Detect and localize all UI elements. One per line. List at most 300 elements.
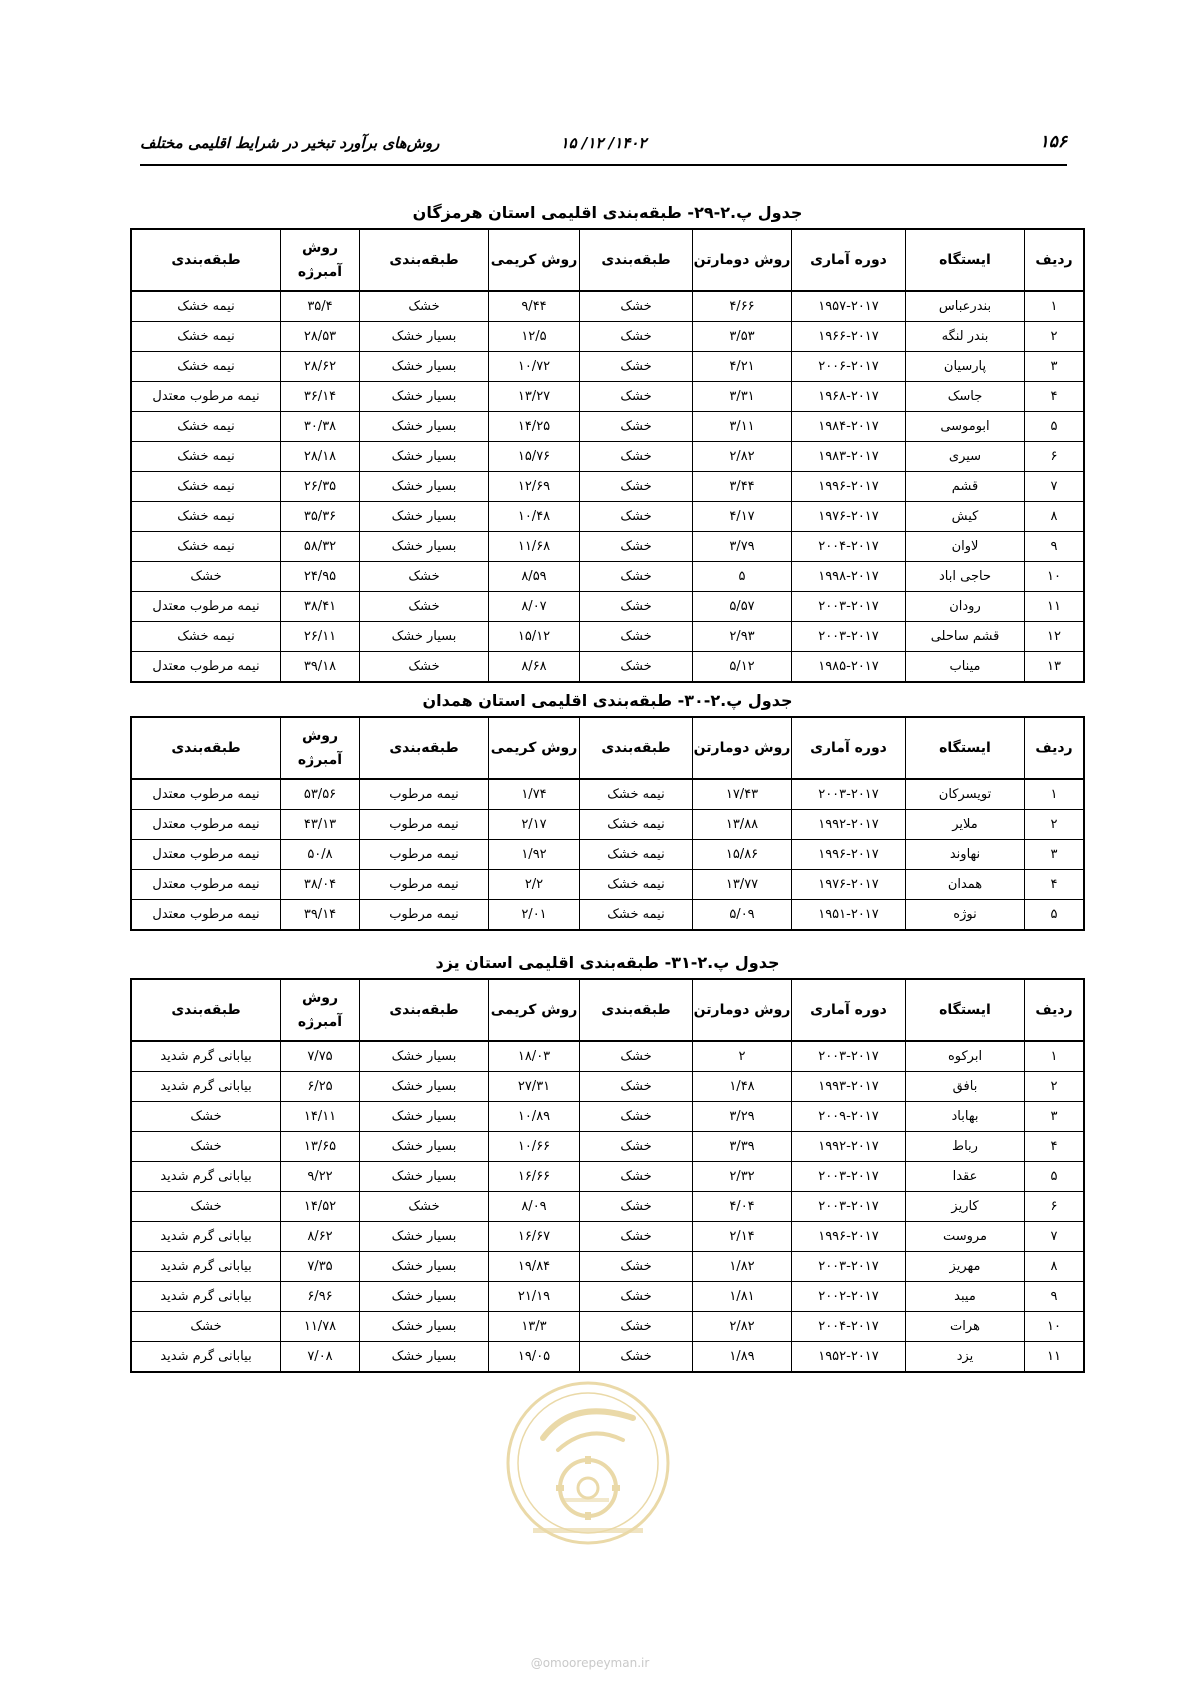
cell-class-emberger: نیمه خشک [131,532,281,562]
cell-de-martonne: ۵/۵۷ [693,592,792,622]
cell-de-martonne: ۱۳/۸۸ [693,810,792,840]
cell-emberger: ۳۰/۳۸ [281,412,360,442]
cell-koppen: ۱۰/۷۲ [489,352,580,382]
cell-class-de-martonne: خشک [580,502,693,532]
cell-class-de-martonne: خشک [580,592,693,622]
col-header-station: ایستگاه [906,717,1025,779]
cell-row-number: ۴ [1025,870,1085,900]
cell-koppen: ۲/۲ [489,870,580,900]
cell-koppen: ۹/۴۴ [489,291,580,322]
cell-koppen: ۱۹/۸۴ [489,1252,580,1282]
cell-koppen: ۱۴/۲۵ [489,412,580,442]
cell-class-de-martonne: نیمه خشک [580,810,693,840]
cell-row-number: ۸ [1025,502,1085,532]
cell-period: ۲۰۰۳-۲۰۱۷ [792,1041,906,1072]
cell-class-emberger: نیمه مرطوب معتدل [131,870,281,900]
cell-row-number: ۶ [1025,442,1085,472]
cell-emberger: ۱۱/۷۸ [281,1312,360,1342]
cell-de-martonne: ۵ [693,562,792,592]
cell-row-number: ۱۳ [1025,652,1085,683]
table-row [131,870,1084,900]
cell-class-koppen: بسیار خشک [360,1312,489,1342]
cell-row-number: ۵ [1025,1162,1085,1192]
cell-class-koppen: بسیار خشک [360,1222,489,1252]
cell-koppen: ۱۳/۲۷ [489,382,580,412]
cell-station: میناب [906,652,1025,683]
cell-de-martonne: ۱۳/۷۷ [693,870,792,900]
cell-period: ۱۹۷۶-۲۰۱۷ [792,870,906,900]
table-row [131,352,1084,382]
cell-koppen: ۱۰/۶۶ [489,1132,580,1162]
table-row [131,382,1084,412]
cell-class-emberger: بیابانی گرم شدید [131,1072,281,1102]
table-row [131,1102,1084,1132]
cell-emberger: ۳۵/۴ [281,291,360,322]
cell-de-martonne: ۱۷/۴۳ [693,779,792,810]
cell-period: ۱۹۹۲-۲۰۱۷ [792,810,906,840]
cell-class-de-martonne: نیمه خشک [580,779,693,810]
cell-period: ۱۹۹۶-۲۰۱۷ [792,472,906,502]
cell-period: ۲۰۰۴-۲۰۱۷ [792,1312,906,1342]
cell-period: ۱۹۸۴-۲۰۱۷ [792,412,906,442]
cell-emberger: ۲۴/۹۵ [281,562,360,592]
cell-koppen: ۱۶/۶۶ [489,1162,580,1192]
cell-class-emberger: نیمه خشک [131,322,281,352]
cell-row-number: ۹ [1025,532,1085,562]
col-header-koppen: روش کریمی [489,717,580,779]
cell-class-koppen: بسیار خشک [360,442,489,472]
cell-period: ۲۰۰۳-۲۰۱۷ [792,779,906,810]
cell-class-koppen: بسیار خشک [360,532,489,562]
cell-emberger: ۵۳/۵۶ [281,779,360,810]
col-header-koppen: روش کریمی [489,229,580,291]
cell-class-koppen: بسیار خشک [360,1132,489,1162]
cell-emberger: ۱۴/۱۱ [281,1102,360,1132]
cell-class-de-martonne: خشک [580,1282,693,1312]
cell-station: بافق [906,1072,1025,1102]
col-header-period: دوره آماری [792,717,906,779]
cell-station: ابرکوه [906,1041,1025,1072]
cell-class-de-martonne: خشک [580,1162,693,1192]
cell-row-number: ۱۱ [1025,592,1085,622]
cell-emberger: ۱۳/۶۵ [281,1132,360,1162]
cell-emberger: ۵۸/۳۲ [281,532,360,562]
cell-class-koppen: نیمه مرطوب [360,870,489,900]
cell-station: رباط [906,1132,1025,1162]
cell-koppen: ۱/۷۴ [489,779,580,810]
cell-emberger: ۳۹/۱۸ [281,652,360,683]
cell-de-martonne: ۳/۳۹ [693,1132,792,1162]
cell-koppen: ۲۷/۳۱ [489,1072,580,1102]
table-row [131,652,1084,683]
cell-koppen: ۱/۹۲ [489,840,580,870]
cell-class-koppen: بسیار خشک [360,1162,489,1192]
cell-class-koppen: نیمه مرطوب [360,900,489,931]
cell-class-de-martonne: نیمه خشک [580,900,693,931]
cell-row-number: ۲ [1025,810,1085,840]
cell-class-koppen: بسیار خشک [360,382,489,412]
table-row [131,1072,1084,1102]
table-row [131,472,1084,502]
cell-station: قشم [906,472,1025,502]
cell-de-martonne: ۲/۱۴ [693,1222,792,1252]
cell-class-de-martonne: خشک [580,412,693,442]
cell-class-emberger: نیمه خشک [131,412,281,442]
cell-emberger: ۷/۳۵ [281,1252,360,1282]
table-row [131,840,1084,870]
col-header-class: طبقه‌بندی [360,229,489,291]
cell-emberger: ۳۶/۱۴ [281,382,360,412]
cell-period: ۲۰۰۶-۲۰۱۷ [792,352,906,382]
cell-koppen: ۱۲/۵ [489,322,580,352]
table-caption-hormozgan: جدول پ.۲-۲۹- طبقه‌بندی اقلیمی استان هرمزگان [412,203,803,222]
table-row [131,779,1084,810]
col-header-koppen: روش کریمی [489,979,580,1041]
table-row [131,1252,1084,1282]
table-row [131,1192,1084,1222]
cell-koppen: ۱۰/۴۸ [489,502,580,532]
cell-period: ۱۹۵۱-۲۰۱۷ [792,900,906,931]
cell-row-number: ۱۰ [1025,1312,1085,1342]
cell-row-number: ۶ [1025,1192,1085,1222]
cell-station: بندرعباس [906,291,1025,322]
cell-koppen: ۱۸/۰۳ [489,1041,580,1072]
cell-class-koppen: بسیار خشک [360,412,489,442]
col-header-class: طبقه‌بندی [580,717,693,779]
cell-class-de-martonne: خشک [580,1102,693,1132]
header-rule [140,164,1067,166]
table-row [131,442,1084,472]
cell-class-de-martonne: خشک [580,1252,693,1282]
cell-class-emberger: بیابانی گرم شدید [131,1342,281,1373]
cell-row-number: ۸ [1025,1252,1085,1282]
col-header-emberger: روش آمبرژه [281,229,360,291]
cell-station: کیش [906,502,1025,532]
cell-koppen: ۸/۰۷ [489,592,580,622]
cell-emberger: ۲۶/۳۵ [281,472,360,502]
cell-row-number: ۳ [1025,840,1085,870]
table-row [131,291,1084,322]
cell-station: نهاوند [906,840,1025,870]
cell-koppen: ۱۵/۷۶ [489,442,580,472]
cell-koppen: ۱۰/۸۹ [489,1102,580,1132]
cell-row-number: ۷ [1025,472,1085,502]
cell-station: تویسرکان [906,779,1025,810]
table-row [131,810,1084,840]
cell-class-emberger: نیمه مرطوب معتدل [131,840,281,870]
cell-row-number: ۱ [1025,779,1085,810]
table-row [131,1222,1084,1252]
table-row [131,1132,1084,1162]
cell-row-number: ۵ [1025,412,1085,442]
cell-class-emberger: خشک [131,1312,281,1342]
cell-de-martonne: ۲/۸۲ [693,442,792,472]
table-caption-hamedan: جدول پ.۲-۳۰- طبقه‌بندی اقلیمی استان همدان [422,691,793,710]
cell-class-de-martonne: خشک [580,352,693,382]
cell-class-emberger: نیمه خشک [131,622,281,652]
cell-row-number: ۱۰ [1025,562,1085,592]
cell-row-number: ۷ [1025,1222,1085,1252]
cell-class-koppen: خشک [360,1192,489,1222]
table-row [131,1041,1084,1072]
cell-emberger: ۷/۷۵ [281,1041,360,1072]
cell-emberger: ۲۸/۶۲ [281,352,360,382]
running-header [140,126,1067,166]
cell-class-de-martonne: خشک [580,1222,693,1252]
header-date: ۱۴۰۲/ ۱۲/ ۱۵ [560,134,647,152]
col-header-class: طبقه‌بندی [131,229,281,291]
cell-de-martonne: ۲/۸۲ [693,1312,792,1342]
cell-koppen: ۲۱/۱۹ [489,1282,580,1312]
cell-row-number: ۵ [1025,900,1085,931]
cell-station: مهریز [906,1252,1025,1282]
cell-class-emberger: خشک [131,1132,281,1162]
cell-period: ۱۹۹۶-۲۰۱۷ [792,840,906,870]
cell-class-emberger: نیمه مرطوب معتدل [131,652,281,683]
table-row [131,532,1084,562]
table-row [131,1162,1084,1192]
cell-row-number: ۱۲ [1025,622,1085,652]
col-header-period: دوره آماری [792,979,906,1041]
cell-class-de-martonne: خشک [580,562,693,592]
cell-station: میبد [906,1282,1025,1312]
cell-class-koppen: خشک [360,562,489,592]
cell-de-martonne: ۱/۴۸ [693,1072,792,1102]
cell-class-emberger: خشک [131,1102,281,1132]
cell-emberger: ۷/۰۸ [281,1342,360,1373]
cell-period: ۱۹۶۸-۲۰۱۷ [792,382,906,412]
cell-class-emberger: نیمه خشک [131,472,281,502]
cell-row-number: ۳ [1025,1102,1085,1132]
cell-station: پارسیان [906,352,1025,382]
table-caption-yazd: جدول پ.۲-۳۱- طبقه‌بندی اقلیمی استان یزد [435,953,780,972]
cell-de-martonne: ۴/۰۴ [693,1192,792,1222]
cell-koppen: ۱۳/۳ [489,1312,580,1342]
cell-class-emberger: بیابانی گرم شدید [131,1282,281,1312]
col-header-class: طبقه‌بندی [360,979,489,1041]
cell-class-emberger: نیمه خشک [131,502,281,532]
cell-period: ۱۹۵۲-۲۰۱۷ [792,1342,906,1373]
cell-koppen: ۸/۶۸ [489,652,580,683]
cell-class-emberger: نیمه مرطوب معتدل [131,592,281,622]
cell-emberger: ۳۹/۱۴ [281,900,360,931]
header-title: روش‌های برآورد تبخیر در شرایط اقلیمی مختلف [140,134,440,152]
cell-class-koppen: بسیار خشک [360,502,489,532]
col-header-class: طبقه‌بندی [131,717,281,779]
cell-emberger: ۴۳/۱۳ [281,810,360,840]
table-yazd [130,978,1085,1373]
col-header-de-martonne: روش دومارتن [693,979,792,1041]
cell-class-emberger: نیمه مرطوب معتدل [131,900,281,931]
cell-row-number: ۴ [1025,382,1085,412]
cell-de-martonne: ۳/۵۳ [693,322,792,352]
cell-de-martonne: ۱/۸۱ [693,1282,792,1312]
page-number: ۱۵۶ [1039,132,1067,152]
cell-period: ۲۰۰۹-۲۰۱۷ [792,1102,906,1132]
cell-emberger: ۶/۲۵ [281,1072,360,1102]
cell-row-number: ۱۱ [1025,1342,1085,1373]
cell-koppen: ۱۱/۶۸ [489,532,580,562]
cell-de-martonne: ۳/۳۱ [693,382,792,412]
cell-emberger: ۶/۹۶ [281,1282,360,1312]
cell-class-de-martonne: نیمه خشک [580,840,693,870]
cell-period: ۱۹۸۵-۲۰۱۷ [792,652,906,683]
cell-class-koppen: نیمه مرطوب [360,840,489,870]
cell-period: ۱۹۸۳-۲۰۱۷ [792,442,906,472]
cell-class-koppen: بسیار خشک [360,352,489,382]
cell-de-martonne: ۳/۱۱ [693,412,792,442]
cell-koppen: ۱۲/۶۹ [489,472,580,502]
col-header-emberger: روش آمبرژه [281,717,360,779]
table-row [131,412,1084,442]
cell-station: عقدا [906,1162,1025,1192]
cell-koppen: ۱۹/۰۵ [489,1342,580,1373]
cell-period: ۲۰۰۳-۲۰۱۷ [792,622,906,652]
cell-koppen: ۱۵/۱۲ [489,622,580,652]
cell-class-koppen: خشک [360,291,489,322]
cell-de-martonne: ۲ [693,1041,792,1072]
cell-class-koppen: بسیار خشک [360,472,489,502]
cell-class-emberger: نیمه مرطوب معتدل [131,810,281,840]
cell-station: ملایر [906,810,1025,840]
cell-class-koppen: بسیار خشک [360,1041,489,1072]
cell-period: ۲۰۰۳-۲۰۱۷ [792,1252,906,1282]
cell-period: ۱۹۹۶-۲۰۱۷ [792,1222,906,1252]
col-header-row: ردیف [1025,229,1085,291]
cell-emberger: ۲۸/۱۸ [281,442,360,472]
cell-class-emberger: بیابانی گرم شدید [131,1222,281,1252]
cell-class-emberger: نیمه مرطوب معتدل [131,382,281,412]
cell-koppen: ۱۶/۶۷ [489,1222,580,1252]
cell-station: ابوموسی [906,412,1025,442]
table-row [131,562,1084,592]
cell-koppen: ۲/۱۷ [489,810,580,840]
cell-period: ۱۹۶۶-۲۰۱۷ [792,322,906,352]
cell-station: حاجی اباد [906,562,1025,592]
table-hormozgan [130,228,1085,683]
cell-class-emberger: بیابانی گرم شدید [131,1162,281,1192]
cell-class-koppen: بسیار خشک [360,1102,489,1132]
cell-station: قشم ساحلی [906,622,1025,652]
cell-class-de-martonne: خشک [580,472,693,502]
cell-station: سیری [906,442,1025,472]
cell-period: ۲۰۰۳-۲۰۱۷ [792,592,906,622]
cell-de-martonne: ۱/۸۲ [693,1252,792,1282]
cell-emberger: ۵۰/۸ [281,840,360,870]
table-row [131,1282,1084,1312]
table-row [131,900,1084,931]
cell-class-de-martonne: خشک [580,1192,693,1222]
cell-period: ۱۹۹۳-۲۰۱۷ [792,1072,906,1102]
cell-class-de-martonne: خشک [580,291,693,322]
col-header-de-martonne: روش دومارتن [693,717,792,779]
cell-station: بهاباد [906,1102,1025,1132]
seal-logo [503,1378,673,1548]
cell-class-de-martonne: خشک [580,1132,693,1162]
cell-class-emberger: خشک [131,562,281,592]
cell-station: یزد [906,1342,1025,1373]
cell-class-koppen: بسیار خشک [360,1282,489,1312]
cell-class-emberger: خشک [131,1192,281,1222]
cell-emberger: ۲۶/۱۱ [281,622,360,652]
cell-class-de-martonne: خشک [580,1312,693,1342]
cell-row-number: ۳ [1025,352,1085,382]
cell-de-martonne: ۳/۲۹ [693,1102,792,1132]
cell-class-de-martonne: خشک [580,322,693,352]
table-row [131,322,1084,352]
cell-class-koppen: بسیار خشک [360,1342,489,1373]
col-header-de-martonne: روش دومارتن [693,229,792,291]
col-header-period: دوره آماری [792,229,906,291]
cell-class-de-martonne: خشک [580,622,693,652]
cell-de-martonne: ۵/۱۲ [693,652,792,683]
cell-emberger: ۱۴/۵۲ [281,1192,360,1222]
cell-row-number: ۱ [1025,1041,1085,1072]
cell-de-martonne: ۴/۱۷ [693,502,792,532]
cell-emberger: ۳۸/۴۱ [281,592,360,622]
cell-class-de-martonne: خشک [580,1072,693,1102]
cell-class-koppen: خشک [360,592,489,622]
cell-class-emberger: نیمه خشک [131,352,281,382]
cell-period: ۱۹۵۷-۲۰۱۷ [792,291,906,322]
cell-station: رودان [906,592,1025,622]
cell-station: نوژه [906,900,1025,931]
cell-emberger: ۳۸/۰۴ [281,870,360,900]
cell-row-number: ۲ [1025,1072,1085,1102]
cell-class-de-martonne: خشک [580,1342,693,1373]
cell-class-de-martonne: خشک [580,442,693,472]
cell-de-martonne: ۲/۹۳ [693,622,792,652]
table-row [131,1342,1084,1373]
cell-koppen: ۲/۰۱ [489,900,580,931]
cell-station: هرات [906,1312,1025,1342]
cell-class-emberger: نیمه مرطوب معتدل [131,779,281,810]
cell-period: ۱۹۹۲-۲۰۱۷ [792,1132,906,1162]
cell-class-koppen: خشک [360,652,489,683]
cell-row-number: ۲ [1025,322,1085,352]
cell-de-martonne: ۴/۶۶ [693,291,792,322]
col-header-emberger: روش آمبرژه [281,979,360,1041]
table-row [131,592,1084,622]
cell-station: مروست [906,1222,1025,1252]
cell-class-emberger: بیابانی گرم شدید [131,1252,281,1282]
col-header-row: ردیف [1025,979,1085,1041]
cell-class-de-martonne: خشک [580,382,693,412]
cell-period: ۱۹۷۶-۲۰۱۷ [792,502,906,532]
cell-de-martonne: ۴/۲۱ [693,352,792,382]
cell-class-koppen: بسیار خشک [360,1252,489,1282]
cell-emberger: ۲۸/۵۳ [281,322,360,352]
cell-class-emberger: نیمه خشک [131,291,281,322]
cell-station: کاریز [906,1192,1025,1222]
cell-class-koppen: نیمه مرطوب [360,779,489,810]
cell-class-de-martonne: خشک [580,652,693,683]
watermark-handle: @omoorepeyman.ir [530,1656,650,1670]
table-row [131,622,1084,652]
cell-row-number: ۱ [1025,291,1085,322]
table-row [131,502,1084,532]
cell-de-martonne: ۱/۸۹ [693,1342,792,1373]
cell-class-koppen: نیمه مرطوب [360,810,489,840]
cell-koppen: ۸/۰۹ [489,1192,580,1222]
cell-class-emberger: نیمه خشک [131,442,281,472]
cell-class-koppen: بسیار خشک [360,322,489,352]
cell-class-emberger: بیابانی گرم شدید [131,1041,281,1072]
cell-class-de-martonne: نیمه خشک [580,870,693,900]
cell-emberger: ۸/۶۲ [281,1222,360,1252]
col-header-class: طبقه‌بندی [360,717,489,779]
col-header-class: طبقه‌بندی [131,979,281,1041]
